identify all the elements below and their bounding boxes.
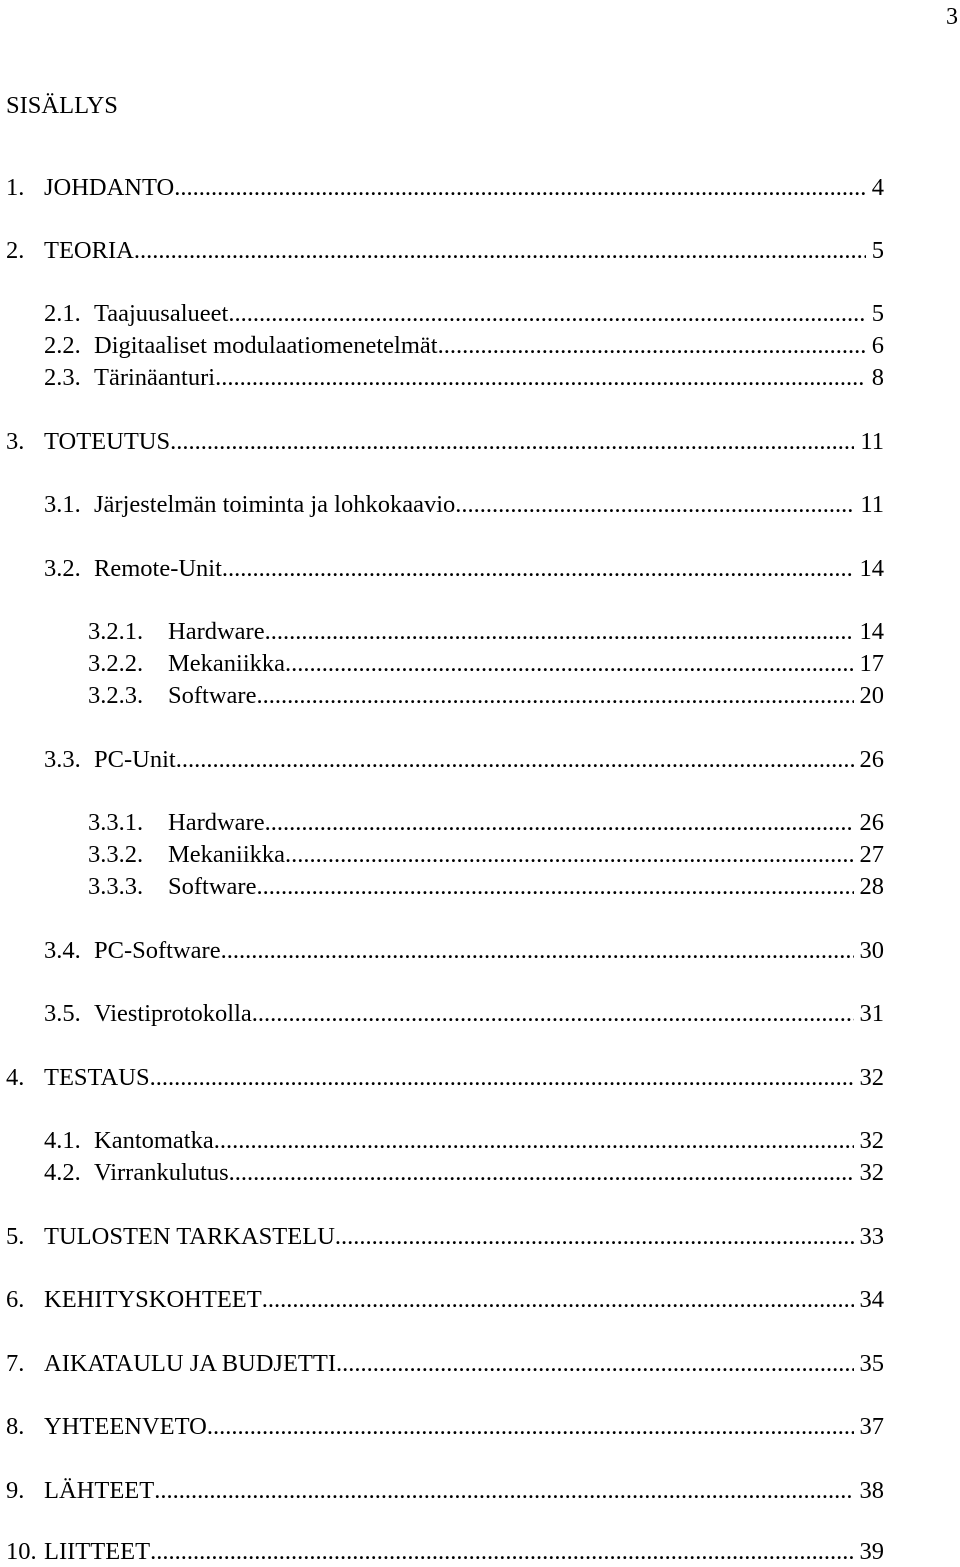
toc-entry-title: Mekaniikka (168, 650, 286, 677)
toc-entry[interactable] (6, 173, 884, 203)
dot-leader (262, 1285, 854, 1315)
toc-entry[interactable] (44, 299, 884, 329)
toc-entry-title: PC-Unit (94, 746, 176, 773)
toc-entry-number: 3. (6, 428, 25, 455)
toc-entry[interactable] (44, 363, 884, 393)
dot-leader (265, 617, 854, 647)
toc-entry[interactable] (6, 1537, 884, 1567)
toc-entry[interactable] (44, 999, 884, 1029)
toc-entry[interactable] (6, 1476, 884, 1506)
toc-entry-title: Tärinäanturi (94, 364, 216, 391)
toc-entry-title: JOHDANTO (44, 174, 175, 201)
dot-leader (134, 236, 866, 266)
dot-leader (285, 840, 853, 870)
dot-leader (221, 936, 854, 966)
toc-entry-number: 1. (6, 174, 25, 201)
toc-entry[interactable] (44, 331, 884, 361)
toc-entry-title: PC-Software (94, 937, 221, 964)
toc-entry-number: 4.1. (44, 1127, 81, 1154)
toc-entry-page: 26 (859, 809, 884, 836)
toc-entry-page: 38 (859, 1477, 884, 1504)
toc-entry-title: TESTAUS (44, 1064, 150, 1091)
toc-entry-number: 3.2.3. (88, 682, 144, 709)
toc-entry-page: 34 (859, 1286, 884, 1313)
toc-entry-number: 2.2. (44, 332, 81, 359)
toc-entry-title: TOTEUTUS (44, 428, 171, 455)
toc-entry-number: 5. (6, 1223, 25, 1250)
dot-leader (207, 1412, 854, 1442)
toc-entry-number: 3.3.1. (88, 809, 144, 836)
toc-entry-number: 4. (6, 1064, 25, 1091)
toc-entry-page: 5 (871, 300, 884, 327)
toc-entry[interactable] (88, 681, 884, 711)
toc-entry[interactable] (44, 554, 884, 584)
toc-entry-page: 26 (859, 746, 884, 773)
toc-entry-title: Digitaaliset modulaatiomenetelmät (94, 332, 438, 359)
toc-entry-number: 3.5. (44, 1000, 81, 1027)
toc-entry-number: 3.3.3. (88, 873, 144, 900)
dot-leader (252, 999, 854, 1029)
toc-entry[interactable] (6, 427, 884, 457)
dot-leader (285, 649, 853, 679)
dot-leader (214, 1126, 854, 1156)
toc-entry-number: 3.3. (44, 746, 81, 773)
toc-entry-page: 17 (859, 650, 884, 677)
dot-leader (222, 554, 854, 584)
dot-leader (336, 1349, 853, 1379)
dot-leader (335, 1222, 854, 1252)
toc-entry-page: 35 (859, 1350, 884, 1377)
toc-entry-number: 3.2.2. (88, 650, 144, 677)
toc-entry-number: 3.4. (44, 937, 81, 964)
toc-entry-title: LÄHTEET (44, 1477, 155, 1504)
toc-entry-page: 33 (859, 1223, 884, 1250)
toc-entry[interactable] (44, 1158, 884, 1188)
toc-entry-page: 8 (871, 364, 884, 391)
toc-entry-page: 32 (859, 1127, 884, 1154)
toc-entry[interactable] (88, 808, 884, 838)
toc-entry-page: 39 (859, 1538, 884, 1565)
dot-leader (455, 490, 854, 520)
toc-entry-number: 2. (6, 237, 25, 264)
dot-leader (256, 872, 853, 902)
dot-leader (176, 745, 854, 775)
toc-title: SISÄLLYS (6, 92, 118, 119)
dot-leader (150, 1063, 854, 1093)
toc-entry[interactable] (6, 236, 884, 266)
toc-entry-page: 37 (859, 1413, 884, 1440)
toc-entry[interactable] (44, 936, 884, 966)
toc-entry-title: Taajuusalueet (94, 300, 229, 327)
toc-entry-title: TEORIA (44, 237, 134, 264)
toc-entry-page: 14 (859, 618, 884, 645)
toc-entry[interactable] (6, 1349, 884, 1379)
toc-entry-page: 4 (871, 174, 884, 201)
toc-entry-page: 11 (860, 428, 884, 455)
toc-entry-title: Software (168, 682, 257, 709)
toc-entry-title: Viestiprotokolla (94, 1000, 252, 1027)
toc-entry[interactable] (44, 490, 884, 520)
toc-entry-number: 6. (6, 1286, 25, 1313)
toc-entry-number: 8. (6, 1413, 25, 1440)
toc-entry-number: 4.2. (44, 1159, 81, 1186)
toc-entry-number: 3.2.1. (88, 618, 144, 645)
toc-entry[interactable] (6, 1285, 884, 1315)
toc-entry-title: AIKATAULU JA BUDJETTI (44, 1350, 337, 1377)
toc-entry-title: Remote-Unit (94, 555, 222, 582)
toc-entry-title: Järjestelmän toiminta ja lohkokaavio (94, 491, 456, 518)
toc-entry-title: YHTEENVETO (44, 1413, 207, 1440)
toc-entry[interactable] (44, 745, 884, 775)
toc-entry-number: 3.3.2. (88, 841, 144, 868)
toc-entry[interactable] (88, 649, 884, 679)
dot-leader (265, 808, 854, 838)
toc-entry-number: 3.1. (44, 491, 81, 518)
dot-leader (215, 363, 866, 393)
dot-leader (229, 1158, 854, 1188)
dot-leader (170, 427, 854, 457)
toc-entry-page: 32 (859, 1159, 884, 1186)
toc-entry-number: 10. (6, 1538, 37, 1565)
toc-entry-title: Hardware (168, 618, 265, 645)
toc-entry-page: 30 (859, 937, 884, 964)
toc-entry-number: 9. (6, 1477, 25, 1504)
toc-entry-number: 2.3. (44, 364, 81, 391)
dot-leader (154, 1476, 853, 1506)
toc-entry[interactable] (6, 1063, 884, 1093)
toc-entry[interactable] (6, 1222, 884, 1252)
toc-entry-title: Hardware (168, 809, 265, 836)
toc-entry-page: 27 (859, 841, 884, 868)
toc-entry[interactable] (88, 617, 884, 647)
dot-leader (174, 173, 866, 203)
toc-entry-page: 5 (871, 237, 884, 264)
toc-entry-title: Software (168, 873, 257, 900)
toc-entry-number: 2.1. (44, 300, 81, 327)
toc-entry-page: 6 (871, 332, 884, 359)
toc-entry-title: TULOSTEN TARKASTELU (44, 1223, 335, 1250)
toc-entry-page: 11 (860, 491, 884, 518)
toc-entry-page: 20 (859, 682, 884, 709)
toc-entry-title: LIITTEET (44, 1538, 151, 1565)
toc-entry[interactable] (44, 1126, 884, 1156)
toc-entry-title: Virrankulutus (94, 1159, 229, 1186)
dot-leader (150, 1537, 853, 1567)
toc-entry-title: Mekaniikka (168, 841, 286, 868)
toc-entry[interactable] (88, 840, 884, 870)
toc-entry-title: Kantomatka (94, 1127, 214, 1154)
toc-entry-page: 28 (859, 873, 884, 900)
dot-leader (438, 331, 866, 361)
toc-entry-page: 31 (859, 1000, 884, 1027)
toc-entry[interactable] (6, 1412, 884, 1442)
toc-entry[interactable] (88, 872, 884, 902)
toc-entry-title: KEHITYSKOHTEET (44, 1286, 262, 1313)
toc-entry-number: 3.2. (44, 555, 81, 582)
toc-entry-page: 14 (859, 555, 884, 582)
dot-leader (256, 681, 853, 711)
page-number: 3 (946, 4, 958, 30)
dot-leader (228, 299, 865, 329)
toc-entry-page: 32 (859, 1064, 884, 1091)
toc-entry-number: 7. (6, 1350, 25, 1377)
